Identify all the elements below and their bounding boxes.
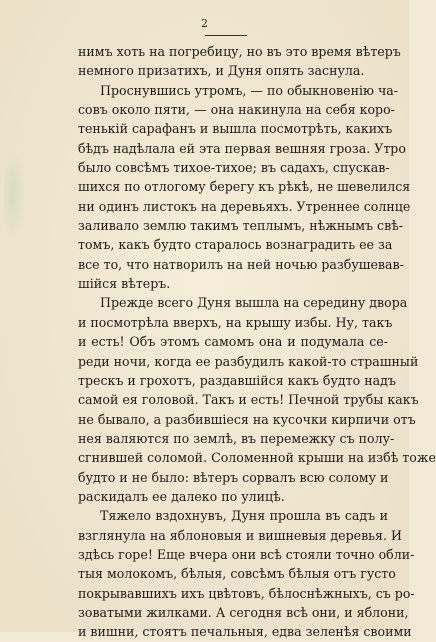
text-line: ни одинъ листокъ на деревьяхъ. Утреннее солнце xyxy=(78,198,411,214)
text-line: томъ, какъ будто старалось вознаградить ее за xyxy=(78,237,393,253)
text-line: Прежде всего Дуня вышла на середину двора xyxy=(100,295,408,311)
text-line: и есть! Объ этомъ самомъ она и подумала се- xyxy=(78,334,388,350)
text-line: заливало землю такимъ теплымъ, нѣжнымъ свѣ- xyxy=(78,218,404,234)
text-line: Проснувшись утромъ, — по обыкновенію ча- xyxy=(100,82,399,98)
text-line: самой ея головой. Такъ и есть! Печной трубы какъ xyxy=(78,392,419,408)
body-text xyxy=(78,42,436,642)
text-line: шихся по отлогому берегу къ рѣкѣ, не шевелился xyxy=(78,179,411,195)
text-line: нея валяются по землѣ, въ перемежку съ полу- xyxy=(78,430,395,446)
page-number: 2 xyxy=(201,17,208,30)
page-number-rule xyxy=(205,35,247,36)
text-line: будто и не было: вѣтеръ сорвалъ всю солому и xyxy=(78,469,389,485)
text-line: раскидалъ ее далеко по улицѣ. xyxy=(78,488,285,504)
text-line: совъ около пяти, — она накинула на себя коро- xyxy=(78,102,395,118)
text-line: шійся вѣтеръ. xyxy=(78,276,171,292)
text-line: здѣсь горе! Еще вчера они всѣ стояли точно обли- xyxy=(78,546,415,562)
text-line: тенькій сарафанъ и вышла посмотрѣть, какихъ xyxy=(78,121,393,137)
text-line: тыя молокомъ, бѣлыя, совсѣмъ бѣлыя отъ густо xyxy=(78,566,396,582)
text-line: нимъ хоть на погребицу, но въ это время вѣтеръ xyxy=(78,44,401,59)
text-line: немного призатихъ, и Дуня опять заснула. xyxy=(78,63,365,79)
text-line: Тяжело вздохнувъ, Дуня прошла въ садъ и xyxy=(100,508,388,524)
paper-stain xyxy=(4,150,26,240)
text-line: и посмотрѣла вверхъ, на крышу избы. Ну, такъ xyxy=(78,314,393,330)
text-line: было совсѣмъ тихое-тихое; въ садахъ, спускав- xyxy=(78,160,390,176)
text-line: зоватыми жилками. А сегодня всѣ они, и яблони, xyxy=(78,604,409,620)
text-line: трескъ и грохотъ, раздавшійся какъ будто надъ xyxy=(78,372,396,388)
text-line: взглянула на яблоновыя и вишневыя деревья. И xyxy=(78,527,402,543)
text-line: не бывало, а разбившіеся на кусочки кирпичи отъ xyxy=(78,411,416,427)
text-line: реди ночи, когда ее разбудилъ какой-то страшный xyxy=(78,353,419,369)
text-line: все то, что натворилъ на ней ночью разбушевав- xyxy=(78,256,404,272)
text-line: бѣдъ надѣлала ей эта первая вешняя гроза. Утро xyxy=(78,140,406,156)
text-line: покрывавшихъ ихъ цвѣтовъ, бѣлоснѣжныхъ, съ ро- xyxy=(78,585,415,601)
text-line: и вишни, стоятъ печальныя, едва зеленѣя своими xyxy=(78,624,412,640)
text-line: сгнившей соломой. Соломенной крыши на избѣ тоже xyxy=(78,450,436,466)
